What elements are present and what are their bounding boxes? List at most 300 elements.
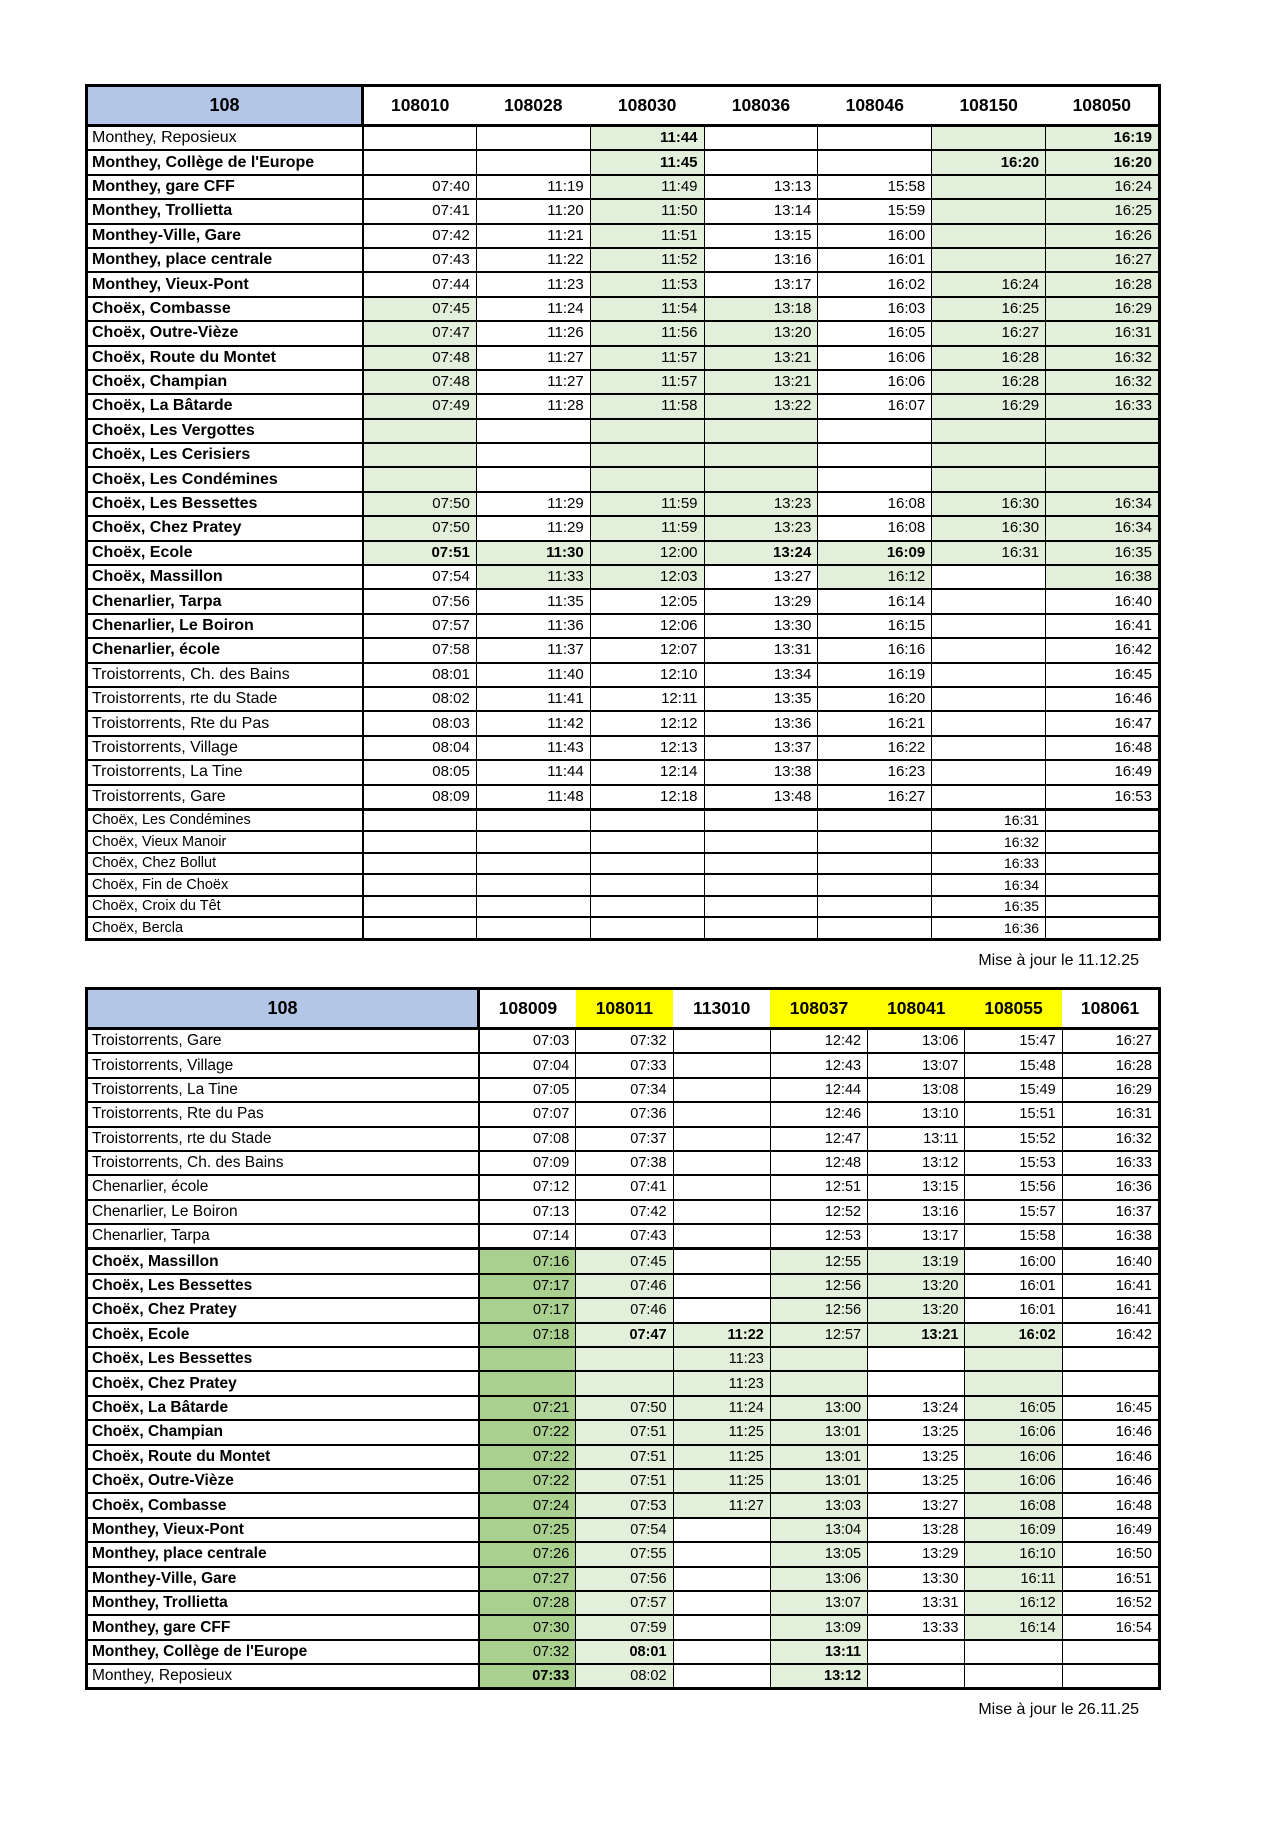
departure-time-cell: 16:34: [1046, 516, 1160, 540]
departure-time-cell: 13:04: [770, 1518, 867, 1542]
departure-time-cell: 07:26: [479, 1542, 576, 1566]
stop-row: [87, 1640, 1160, 1664]
departure-time-cell: 16:37: [1062, 1200, 1159, 1224]
stop-row: [87, 1323, 1160, 1347]
empty-time-cell: [479, 1347, 576, 1371]
departure-time-cell: 16:08: [965, 1493, 1062, 1517]
empty-time-cell: [818, 419, 932, 443]
empty-time-cell: [673, 1053, 770, 1077]
stop-row: [87, 565, 1160, 589]
departure-time-cell: 07:22: [479, 1445, 576, 1469]
departure-time-cell: 16:27: [818, 785, 932, 810]
stop-name-cell: Choëx, Route du Montet: [87, 1445, 479, 1469]
stop-name-cell: Choëx, Ecole: [87, 1323, 479, 1347]
empty-time-cell: [1046, 467, 1160, 491]
departure-time-cell: 16:07: [818, 394, 932, 418]
departure-time-cell: 11:42: [476, 711, 590, 735]
empty-time-cell: [476, 467, 590, 491]
empty-time-cell: [363, 831, 477, 853]
departure-time-cell: 07:38: [576, 1151, 673, 1175]
departure-time-cell: 08:03: [363, 711, 477, 735]
departure-time-cell: 07:36: [576, 1102, 673, 1126]
departure-time-cell: 07:47: [363, 321, 477, 345]
timetable-table: [85, 84, 1161, 941]
departure-time-cell: 16:27: [932, 321, 1046, 345]
departure-time-cell: 16:29: [1062, 1078, 1159, 1102]
departure-time-cell: 15:58: [965, 1224, 1062, 1249]
empty-time-cell: [476, 831, 590, 853]
departure-time-cell: 16:35: [932, 896, 1046, 918]
empty-time-cell: [1062, 1664, 1159, 1689]
stop-name-cell: Choëx, Croix du Têt: [87, 896, 363, 918]
empty-time-cell: [932, 711, 1046, 735]
departure-time-cell: 16:41: [1046, 614, 1160, 638]
stop-row: [87, 1249, 1160, 1274]
stop-name-cell: Monthey, Reposieux: [87, 1664, 479, 1689]
departure-time-cell: 11:26: [476, 321, 590, 345]
departure-time-cell: 16:20: [818, 687, 932, 711]
departure-time-cell: 11:57: [590, 370, 704, 394]
departure-time-cell: 07:59: [576, 1615, 673, 1639]
departure-time-cell: 13:24: [868, 1396, 965, 1420]
empty-time-cell: [476, 150, 590, 174]
departure-time-cell: 07:42: [363, 224, 477, 248]
trip-column-header: 108030: [590, 86, 704, 126]
empty-time-cell: [818, 126, 932, 151]
departure-time-cell: 13:38: [704, 760, 818, 784]
departure-time-cell: 11:43: [476, 736, 590, 760]
stop-row: [87, 272, 1160, 296]
departure-time-cell: 12:07: [590, 638, 704, 662]
departure-time-cell: 11:58: [590, 394, 704, 418]
departure-time-cell: 12:42: [770, 1028, 867, 1053]
departure-time-cell: 16:08: [818, 492, 932, 516]
empty-time-cell: [818, 831, 932, 853]
stop-name-cell: Chenarlier, école: [87, 1175, 479, 1199]
departure-time-cell: 15:53: [965, 1151, 1062, 1175]
departure-time-cell: 16:20: [1046, 150, 1160, 174]
departure-time-cell: 12:48: [770, 1151, 867, 1175]
departure-time-cell: 16:03: [818, 297, 932, 321]
stop-row: [87, 614, 1160, 638]
stop-name-cell: Monthey-Ville, Gare: [87, 224, 363, 248]
empty-time-cell: [704, 443, 818, 467]
empty-time-cell: [673, 1102, 770, 1126]
stop-name-cell: Choëx, Champian: [87, 370, 363, 394]
departure-time-cell: 16:48: [1062, 1493, 1159, 1517]
stop-row: [87, 874, 1160, 896]
departure-time-cell: 16:51: [1062, 1567, 1159, 1591]
departure-time-cell: 13:31: [704, 638, 818, 662]
departure-time-cell: 07:49: [363, 394, 477, 418]
empty-time-cell: [932, 589, 1046, 613]
stop-row: [87, 896, 1160, 918]
departure-time-cell: 13:20: [704, 321, 818, 345]
departure-time-cell: 12:13: [590, 736, 704, 760]
departure-time-cell: 15:48: [965, 1053, 1062, 1077]
departure-time-cell: 16:12: [965, 1591, 1062, 1615]
departure-time-cell: 11:27: [476, 370, 590, 394]
departure-time-cell: 07:56: [576, 1567, 673, 1591]
departure-time-cell: 13:37: [704, 736, 818, 760]
departure-time-cell: 16:33: [932, 853, 1046, 875]
departure-time-cell: 16:30: [932, 492, 1046, 516]
departure-time-cell: 16:01: [965, 1298, 1062, 1322]
empty-time-cell: [590, 443, 704, 467]
departure-time-cell: 12:56: [770, 1298, 867, 1322]
stop-name-cell: Choëx, Combasse: [87, 1493, 479, 1517]
departure-time-cell: 13:07: [868, 1053, 965, 1077]
departure-time-cell: 16:21: [818, 711, 932, 735]
departure-time-cell: 13:06: [868, 1028, 965, 1053]
empty-time-cell: [363, 853, 477, 875]
stop-row: [87, 1078, 1160, 1102]
departure-time-cell: 12:14: [590, 760, 704, 784]
empty-time-cell: [868, 1371, 965, 1395]
empty-time-cell: [1046, 419, 1160, 443]
departure-time-cell: 12:53: [770, 1224, 867, 1249]
departure-time-cell: 16:53: [1046, 785, 1160, 810]
departure-time-cell: 13:24: [704, 541, 818, 565]
stop-row: [87, 785, 1160, 810]
departure-time-cell: 11:36: [476, 614, 590, 638]
departure-time-cell: 07:28: [479, 1591, 576, 1615]
stop-name-cell: Choëx, Massillon: [87, 1249, 479, 1274]
stop-name-cell: Troistorrents, Rte du Pas: [87, 711, 363, 735]
departure-time-cell: 16:34: [1046, 492, 1160, 516]
empty-time-cell: [476, 874, 590, 896]
departure-time-cell: 16:23: [818, 760, 932, 784]
empty-time-cell: [818, 150, 932, 174]
departure-time-cell: 13:21: [704, 370, 818, 394]
stop-name-cell: Choëx, Outre-Vièze: [87, 1469, 479, 1493]
empty-time-cell: [932, 199, 1046, 223]
empty-time-cell: [673, 1078, 770, 1102]
departure-time-cell: 12:18: [590, 785, 704, 810]
trip-column-header: 113010: [673, 988, 770, 1028]
stop-name-cell: Monthey, Trollietta: [87, 1591, 479, 1615]
departure-time-cell: 11:41: [476, 687, 590, 711]
stop-name-cell: Troistorrents, Ch. des Bains: [87, 1151, 479, 1175]
stop-row: [87, 917, 1160, 939]
departure-time-cell: 07:43: [363, 248, 477, 272]
empty-time-cell: [932, 175, 1046, 199]
departure-time-cell: 12:11: [590, 687, 704, 711]
stop-row: [87, 638, 1160, 662]
departure-time-cell: 16:49: [1046, 760, 1160, 784]
empty-time-cell: [673, 1028, 770, 1053]
stop-name-cell: Choëx, Massillon: [87, 565, 363, 589]
stop-row: [87, 1102, 1160, 1126]
departure-time-cell: 13:13: [704, 175, 818, 199]
departure-time-cell: 12:57: [770, 1323, 867, 1347]
departure-time-cell: 11:44: [590, 126, 704, 151]
stop-row: [87, 809, 1160, 831]
stop-row: [87, 1664, 1160, 1689]
empty-time-cell: [932, 614, 1046, 638]
departure-time-cell: 16:24: [1046, 175, 1160, 199]
departure-time-cell: 13:15: [868, 1175, 965, 1199]
departure-time-cell: 16:06: [818, 346, 932, 370]
departure-time-cell: 07:48: [363, 346, 477, 370]
stop-name-cell: Monthey, Collège de l'Europe: [87, 1640, 479, 1664]
departure-time-cell: 07:45: [363, 297, 477, 321]
departure-time-cell: 16:46: [1062, 1469, 1159, 1493]
stop-name-cell: Choëx, Chez Bollut: [87, 853, 363, 875]
departure-time-cell: 16:41: [1062, 1298, 1159, 1322]
empty-time-cell: [704, 896, 818, 918]
stop-name-cell: Choëx, Combasse: [87, 297, 363, 321]
departure-time-cell: 07:07: [479, 1102, 576, 1126]
departure-time-cell: 15:59: [818, 199, 932, 223]
departure-time-cell: 07:12: [479, 1175, 576, 1199]
departure-time-cell: 13:16: [868, 1200, 965, 1224]
departure-time-cell: 11:29: [476, 516, 590, 540]
stop-row: [87, 1445, 1160, 1469]
stop-row: [87, 1347, 1160, 1371]
departure-time-cell: 11:57: [590, 346, 704, 370]
departure-time-cell: 13:48: [704, 785, 818, 810]
departure-time-cell: 07:03: [479, 1028, 576, 1053]
departure-time-cell: 11:21: [476, 224, 590, 248]
stop-name-cell: Troistorrents, rte du Stade: [87, 1127, 479, 1151]
departure-time-cell: 07:50: [363, 492, 477, 516]
empty-time-cell: [673, 1518, 770, 1542]
stop-name-cell: Choëx, Route du Montet: [87, 346, 363, 370]
stop-row: [87, 1224, 1160, 1249]
trip-column-header: 108041: [868, 988, 965, 1028]
empty-time-cell: [363, 896, 477, 918]
departure-time-cell: 12:03: [590, 565, 704, 589]
stop-row: [87, 1028, 1160, 1053]
departure-time-cell: 15:52: [965, 1127, 1062, 1151]
stop-row: [87, 1615, 1160, 1639]
departure-time-cell: 16:27: [1046, 248, 1160, 272]
empty-time-cell: [965, 1664, 1062, 1689]
empty-time-cell: [965, 1640, 1062, 1664]
stop-name-cell: Choëx, Fin de Choëx: [87, 874, 363, 896]
empty-time-cell: [818, 443, 932, 467]
departure-time-cell: 16:25: [1046, 199, 1160, 223]
departure-time-cell: 07:57: [576, 1591, 673, 1615]
stop-name-cell: Chenarlier, Tarpa: [87, 589, 363, 613]
departure-time-cell: 13:36: [704, 711, 818, 735]
stop-row: [87, 443, 1160, 467]
empty-time-cell: [673, 1591, 770, 1615]
departure-time-cell: 11:22: [673, 1323, 770, 1347]
stop-row: [87, 663, 1160, 687]
departure-time-cell: 07:41: [363, 199, 477, 223]
stop-row: [87, 711, 1160, 735]
departure-time-cell: 16:06: [965, 1469, 1062, 1493]
empty-time-cell: [704, 831, 818, 853]
empty-time-cell: [704, 809, 818, 831]
empty-time-cell: [576, 1371, 673, 1395]
empty-time-cell: [673, 1640, 770, 1664]
departure-time-cell: 12:46: [770, 1102, 867, 1126]
departure-time-cell: 11:50: [590, 199, 704, 223]
departure-time-cell: 07:54: [363, 565, 477, 589]
empty-time-cell: [704, 419, 818, 443]
departure-time-cell: 13:25: [868, 1445, 965, 1469]
trip-column-header: 108010: [363, 86, 477, 126]
departure-time-cell: 12:56: [770, 1274, 867, 1298]
stop-row: [87, 516, 1160, 540]
stop-row: [87, 831, 1160, 853]
empty-time-cell: [770, 1371, 867, 1395]
empty-time-cell: [704, 150, 818, 174]
trip-column-header: 108036: [704, 86, 818, 126]
stop-name-cell: Choëx, Champian: [87, 1420, 479, 1444]
stop-name-cell: Troistorrents, La Tine: [87, 1078, 479, 1102]
departure-time-cell: 07:47: [576, 1323, 673, 1347]
departure-time-cell: 11:44: [476, 760, 590, 784]
departure-time-cell: 16:47: [1046, 711, 1160, 735]
empty-time-cell: [1046, 896, 1160, 918]
trip-column-header: 108037: [770, 988, 867, 1028]
departure-time-cell: 07:16: [479, 1249, 576, 1274]
empty-time-cell: [476, 419, 590, 443]
empty-time-cell: [1062, 1371, 1159, 1395]
route-badge: 108: [87, 988, 479, 1028]
departure-time-cell: 11:59: [590, 492, 704, 516]
departure-time-cell: 13:00: [770, 1396, 867, 1420]
empty-time-cell: [932, 638, 1046, 662]
departure-time-cell: 16:28: [932, 346, 1046, 370]
departure-time-cell: 08:04: [363, 736, 477, 760]
empty-time-cell: [704, 853, 818, 875]
departure-time-cell: 16:29: [1046, 297, 1160, 321]
departure-time-cell: 07:37: [576, 1127, 673, 1151]
departure-time-cell: 11:30: [476, 541, 590, 565]
departure-time-cell: 13:35: [704, 687, 818, 711]
empty-time-cell: [932, 126, 1046, 151]
empty-time-cell: [818, 467, 932, 491]
departure-time-cell: 16:32: [932, 831, 1046, 853]
departure-time-cell: 07:33: [576, 1053, 673, 1077]
stop-row: [87, 1274, 1160, 1298]
departure-time-cell: 16:45: [1046, 663, 1160, 687]
departure-time-cell: 13:15: [704, 224, 818, 248]
departure-time-cell: 11:51: [590, 224, 704, 248]
empty-time-cell: [363, 419, 477, 443]
departure-time-cell: 16:40: [1062, 1249, 1159, 1274]
empty-time-cell: [1062, 1640, 1159, 1664]
timetable-monthey-troistorrents: [85, 84, 1278, 941]
departure-time-cell: 16:08: [818, 516, 932, 540]
departure-time-cell: 16:46: [1062, 1420, 1159, 1444]
departure-time-cell: 13:31: [868, 1591, 965, 1615]
departure-time-cell: 11:23: [476, 272, 590, 296]
trip-column-header: 108150: [932, 86, 1046, 126]
departure-time-cell: 13:30: [868, 1567, 965, 1591]
empty-time-cell: [673, 1615, 770, 1639]
stop-name-cell: Choëx, Les Vergottes: [87, 419, 363, 443]
empty-time-cell: [363, 150, 477, 174]
departure-time-cell: 07:21: [479, 1396, 576, 1420]
departure-time-cell: 11:27: [673, 1493, 770, 1517]
empty-time-cell: [476, 853, 590, 875]
departure-time-cell: 13:27: [868, 1493, 965, 1517]
departure-time-cell: 13:20: [868, 1274, 965, 1298]
departure-time-cell: 08:02: [363, 687, 477, 711]
empty-time-cell: [476, 917, 590, 939]
departure-time-cell: 07:42: [576, 1200, 673, 1224]
departure-time-cell: 07:51: [576, 1445, 673, 1469]
departure-time-cell: 16:10: [965, 1542, 1062, 1566]
departure-time-cell: 16:36: [1062, 1175, 1159, 1199]
departure-time-cell: 16:38: [1062, 1224, 1159, 1249]
empty-time-cell: [673, 1175, 770, 1199]
departure-time-cell: 07:40: [363, 175, 477, 199]
stop-name-cell: Monthey, Reposieux: [87, 126, 363, 151]
departure-time-cell: 16:14: [965, 1615, 1062, 1639]
empty-time-cell: [590, 809, 704, 831]
departure-time-cell: 13:17: [868, 1224, 965, 1249]
departure-time-cell: 16:28: [1062, 1053, 1159, 1077]
departure-time-cell: 07:41: [576, 1175, 673, 1199]
departure-time-cell: 12:10: [590, 663, 704, 687]
empty-time-cell: [932, 663, 1046, 687]
departure-time-cell: 11:49: [590, 175, 704, 199]
departure-time-cell: 13:12: [868, 1151, 965, 1175]
empty-time-cell: [932, 565, 1046, 589]
departure-time-cell: 07:46: [576, 1274, 673, 1298]
departure-time-cell: 15:58: [818, 175, 932, 199]
stop-row: [87, 1420, 1160, 1444]
empty-time-cell: [476, 809, 590, 831]
departure-time-cell: 13:17: [704, 272, 818, 296]
empty-time-cell: [818, 917, 932, 939]
departure-time-cell: 16:19: [818, 663, 932, 687]
departure-time-cell: 11:24: [476, 297, 590, 321]
departure-time-cell: 07:27: [479, 1567, 576, 1591]
trip-column-header: 108055: [965, 988, 1062, 1028]
empty-time-cell: [476, 126, 590, 151]
stop-name-cell: Choëx, Outre-Vièze: [87, 321, 363, 345]
stop-row: [87, 248, 1160, 272]
empty-time-cell: [932, 736, 1046, 760]
departure-time-cell: 16:32: [1046, 370, 1160, 394]
departure-time-cell: 16:25: [932, 297, 1046, 321]
stop-name-cell: Monthey, Collège de l'Europe: [87, 150, 363, 174]
departure-time-cell: 13:01: [770, 1469, 867, 1493]
departure-time-cell: 16:30: [932, 516, 1046, 540]
departure-time-cell: 11:45: [590, 150, 704, 174]
departure-time-cell: 16:15: [818, 614, 932, 638]
stop-row: [87, 1175, 1160, 1199]
departure-time-cell: 07:53: [576, 1493, 673, 1517]
departure-time-cell: 16:26: [1046, 224, 1160, 248]
stop-name-cell: Choëx, Bercla: [87, 917, 363, 939]
empty-time-cell: [363, 126, 477, 151]
departure-time-cell: 16:40: [1046, 589, 1160, 613]
departure-time-cell: 07:22: [479, 1420, 576, 1444]
departure-time-cell: 16:32: [1062, 1127, 1159, 1151]
empty-time-cell: [932, 785, 1046, 810]
stop-name-cell: Chenarlier, Tarpa: [87, 1224, 479, 1249]
departure-time-cell: 13:23: [704, 492, 818, 516]
departure-time-cell: 13:01: [770, 1445, 867, 1469]
stop-name-cell: Chenarlier, Le Boiron: [87, 614, 363, 638]
departure-time-cell: 11:48: [476, 785, 590, 810]
departure-time-cell: 13:20: [868, 1298, 965, 1322]
departure-time-cell: 16:02: [965, 1323, 1062, 1347]
stop-row: [87, 1567, 1160, 1591]
stop-row: [87, 419, 1160, 443]
departure-time-cell: 16:00: [818, 224, 932, 248]
empty-time-cell: [932, 687, 1046, 711]
